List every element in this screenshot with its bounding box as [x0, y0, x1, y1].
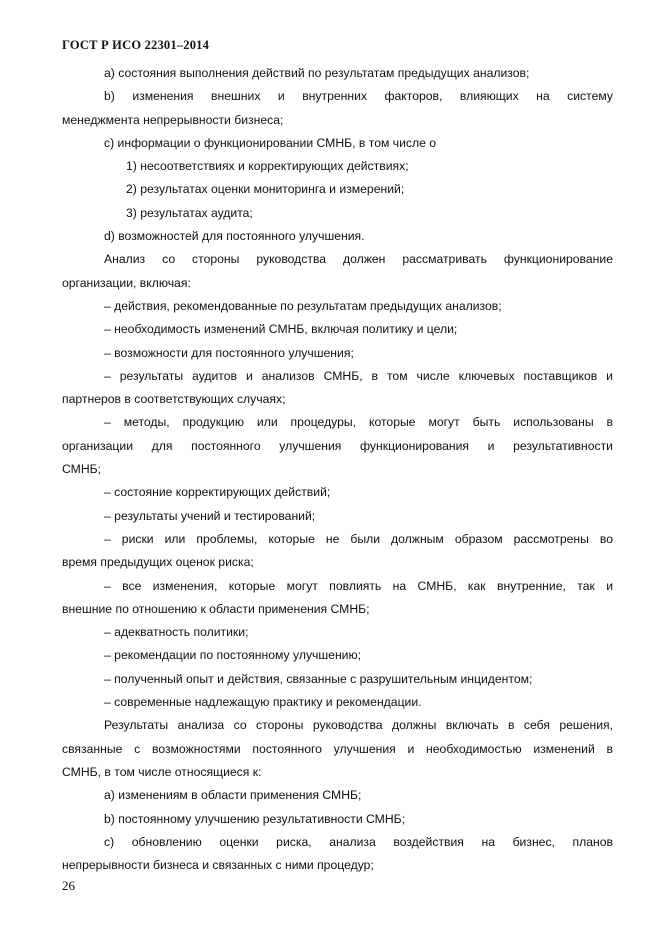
text-line: организации, включая:	[62, 275, 191, 290]
text-line: a) изменениям в области применения СМНБ;	[104, 788, 362, 803]
text-line: СМНБ, в том числе относящиеся к:	[62, 764, 262, 779]
text-line: – состояние корректирующих действий;	[104, 485, 331, 500]
text-line: внешние по отношению к области применения СМНБ;	[62, 601, 370, 616]
body-text	[62, 62, 613, 877]
text-line: b) постоянному улучшению результативности СМНБ;	[104, 811, 406, 826]
text-line: Анализ со стороны руководства должен рассматривать функционирование	[104, 252, 613, 267]
text-line: – действия, рекомендованные по результатам предыдущих анализов;	[104, 298, 502, 313]
text-line: – результаты учений и тестирований;	[104, 508, 316, 523]
text-line: 3) результатах аудита;	[126, 205, 253, 220]
document-header: ГОСТ Р ИСО 22301–2014	[62, 38, 210, 52]
text-line: организации для постоянного улучшения функционирования и результативности	[62, 438, 613, 453]
text-line: – рекомендации по постоянному улучшению;	[104, 648, 362, 663]
text-line: a) состояния выполнения действий по результатам предыдущих анализов;	[104, 66, 530, 80]
text-line: – все изменения, которые могут повлиять на СМНБ, как внутренние, так и	[104, 578, 613, 593]
text-line: – результаты аудитов и анализов СМНБ, в том числе ключевых поставщиков и	[104, 368, 613, 383]
text-line: менеджмента непрерывности бизнеса;	[62, 112, 284, 127]
page-number: 26	[62, 878, 75, 893]
text-line: – возможности для постоянного улучшения;	[104, 345, 354, 360]
text-line: d) возможностей для постоянного улучшения.	[104, 229, 365, 244]
text-line: Результаты анализа со стороны руководства должны включать в себя решения,	[104, 718, 613, 733]
text-line: c) информации о функционировании СМНБ, в том числе о	[104, 135, 437, 150]
text-line: связанные с возможностями постоянного улучшения и необходимостью изменений в	[62, 741, 613, 756]
text-line: b) изменения внешних и внутренних факторов, влияющих на систему	[104, 89, 613, 104]
text-line: c) обновлению оценки риска, анализа воздействия на бизнес, планов	[104, 834, 613, 849]
text-line: партнеров в соответствующих случаях;	[62, 392, 286, 407]
text-line: СМНБ;	[62, 462, 102, 477]
text-line: – необходимость изменений СМНБ, включая политику и цели;	[104, 322, 458, 337]
text-line: – методы, продукцию или процедуры, которые могут быть использованы в	[104, 415, 613, 430]
text-line: – полученный опыт и действия, связанные с разрушительным инцидентом;	[104, 671, 533, 686]
text-line: – адекватность политики;	[104, 625, 249, 640]
text-line: – риски или проблемы, которые не были должным образом рассмотрены во	[104, 531, 613, 546]
text-line: 1) несоответствиях и корректирующих действиях;	[126, 159, 409, 174]
text-line: 2) результатах оценки мониторинга и измерений;	[126, 182, 405, 197]
text-line: время предыдущих оценок риска;	[62, 555, 254, 570]
text-line: – современные надлежащую практику и рекомендации.	[104, 695, 422, 710]
text-line: непрерывности бизнеса и связанных с ними процедур;	[62, 858, 374, 873]
